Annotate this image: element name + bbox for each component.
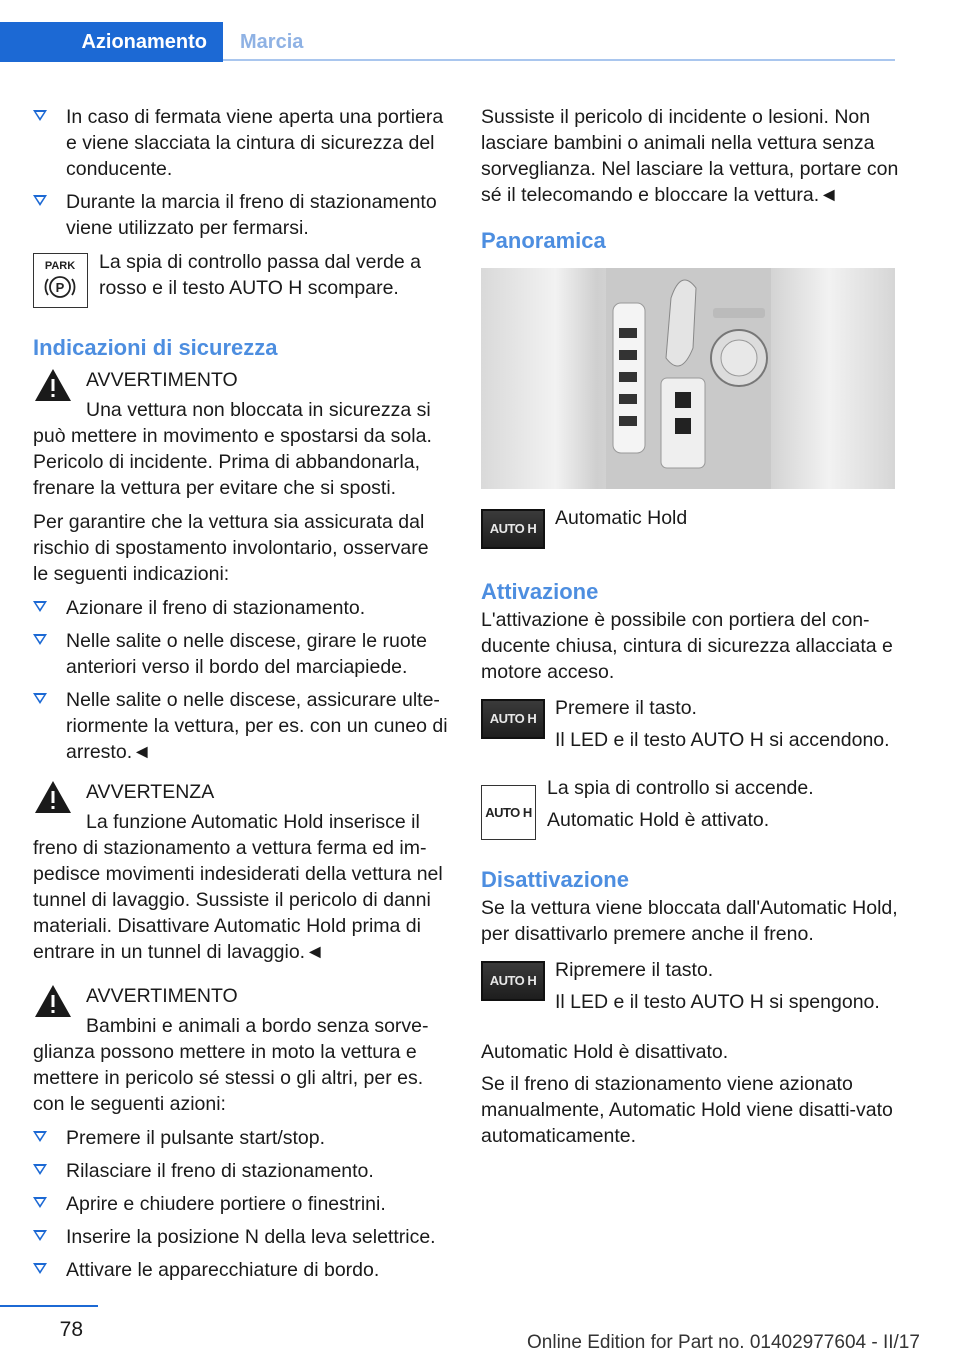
tab-marcia[interactable]: Marcia [240, 31, 304, 53]
warning-text: Una vettura non bloccata in sicurezza si può mettere in movimento e spostarsi da sola. Pericolo di incidente. Prima di abbandonarla, frenare la vettura per evitare che si sposti. [33, 399, 432, 499]
list-item: Aprire e chiudere portiere o finestrini. [33, 1191, 448, 1217]
list-item: Durante la marcia il freno di stazionamento viene utilizzato per fermarsi. [33, 189, 448, 241]
bullet-triangle-icon [33, 195, 47, 206]
header-rule [223, 59, 895, 61]
list-item: Nelle salite o nelle discese, assicurare ulte‐riormente la vettura, per es. con un cuneo di arresto.◄ [33, 687, 448, 765]
indicator-line1: La spia di controllo si accende. [547, 777, 814, 799]
chapter-tabs [0, 22, 895, 62]
bullet-triangle-icon [33, 1263, 47, 1274]
manual-brake-note: Se il freno di stazionamento viene azionato manualmente, Automatic Hold viene disatti‐vato automaticamente. [481, 1073, 893, 1147]
warning-title: AVVERTIMENTO [86, 985, 238, 1007]
warning-title: AVVERTIMENTO [86, 369, 238, 391]
bullet-triangle-icon [33, 110, 47, 121]
deactivation-text: Se la vettura viene bloccata dall'Automatic Hold, per disattivarlo premere anche il freno. [481, 897, 898, 945]
warning-triangle-icon [33, 367, 73, 403]
list-item: Azionare il freno di stazionamento. [33, 595, 448, 621]
park-note: La spia di controllo passa dal verde a rosso e il testo AUTO H scompare. [99, 251, 421, 299]
park-brake-icon [33, 253, 88, 308]
list-item: Attivare le apparecchiature di bordo. [33, 1257, 448, 1283]
list-item: Premere il pulsante start/stop. [33, 1125, 448, 1151]
heading-deactivation: Disattivazione [481, 867, 629, 892]
activation-step2: Il LED e il testo AUTO H si accendono. [555, 729, 890, 751]
left-column [33, 104, 448, 1290]
bullet-triangle-icon [33, 693, 47, 704]
overview-caption: Automatic Hold [555, 507, 688, 529]
warning-text: La funzione Automatic Hold inserisce il freno di stazionamento a vettura ferma ed im‐pedisce movimenti indesiderati della vettura nel tunnel di lavaggio. Sussiste il pericolo di danni materiali. Disattivare Automatic Hold prima di entrare in un tunnel di lavaggio.◄ [33, 811, 443, 963]
deactivation-step-row [481, 961, 901, 1031]
list-item: Rilasciare il freno di stazionamento. [33, 1158, 448, 1184]
svg-text:P: P [55, 280, 65, 295]
deactivation-step2: Il LED e il testo AUTO H si spengono. [555, 991, 880, 1013]
heading-safety: Indicazioni di sicurezza [33, 335, 278, 360]
bullet-triangle-icon [33, 1197, 47, 1208]
warning-title: AVVERTENZA [86, 781, 215, 803]
warning-triangle-icon [33, 779, 73, 815]
bullet-triangle-icon [33, 1131, 47, 1142]
deactivated-text: Automatic Hold è disattivato. [481, 1041, 729, 1063]
bullet-triangle-icon [33, 1164, 47, 1175]
activation-step-row [481, 699, 901, 769]
deactivation-step1: Ripremere il tasto. [555, 959, 714, 981]
heading-overview: Panoramica [481, 228, 606, 253]
park-indicator-row [33, 253, 448, 315]
svg-text:PARK: PARK [44, 260, 76, 272]
bullet-triangle-icon [33, 601, 47, 612]
footer-rule [0, 1305, 98, 1307]
indicator-line2: Automatic Hold è attivato. [547, 809, 770, 831]
list-item: Inserire la posizione N della leva selettrice. [33, 1224, 448, 1250]
warning-block [33, 779, 448, 965]
auto-h-button-icon: AUTO H [481, 699, 545, 739]
list-item: In caso di fermata viene aperta una portiera e viene slacciata la cintura di sicurezza del conducente. [33, 104, 448, 182]
warning-text: Bambini e animali a bordo senza sorve‐glianza possono mettere in moto la vettura e mettere in pericolo sé stessi o gli altri, per es. con le seguenti azioni: [33, 1015, 429, 1115]
activation-step1: Premere il tasto. [555, 697, 697, 719]
edition-note: Online Edition for Part no. 01402977604 - II/17 [527, 1332, 920, 1353]
auto-h-button-icon: AUTO H [481, 509, 545, 549]
indicator-row [481, 779, 901, 849]
auto-h-indicator-icon: AUTO H [481, 785, 536, 840]
continued-warning-text: Sussiste il pericolo di incidente o lesioni. Non lasciare bambini o animali nella vettura senza sorveglianza. Nel lasciare la vettura, portare con sé il telecomando e bloccare la vettura.◄ [481, 106, 899, 206]
center-console-photo [481, 268, 895, 489]
bullet-triangle-icon [33, 1230, 47, 1241]
warning-block [33, 367, 448, 501]
intro-text: Per garantire che la vettura sia assicurata dal rischio di spostamento involontario, osservare le seguenti indicazioni: [33, 511, 429, 585]
warning-triangle-icon [33, 983, 73, 1019]
overview-legend-row [481, 509, 901, 549]
warning-block [33, 983, 448, 1117]
list-item: Nelle salite o nelle discese, girare le ruote anteriori verso il bordo del marciapiede. [33, 628, 448, 680]
right-column [481, 104, 901, 1149]
auto-h-button-icon: AUTO H [481, 961, 545, 1001]
tab-azionamento[interactable]: Azionamento [0, 22, 223, 62]
bullet-triangle-icon [33, 634, 47, 645]
page-number: 78 [59, 1318, 83, 1341]
activation-text: L'attivazione è possibile con portiera del con‐ducente chiusa, cintura di sicurezza allacciata e motore acceso. [481, 609, 893, 683]
heading-activation: Attivazione [481, 579, 599, 604]
